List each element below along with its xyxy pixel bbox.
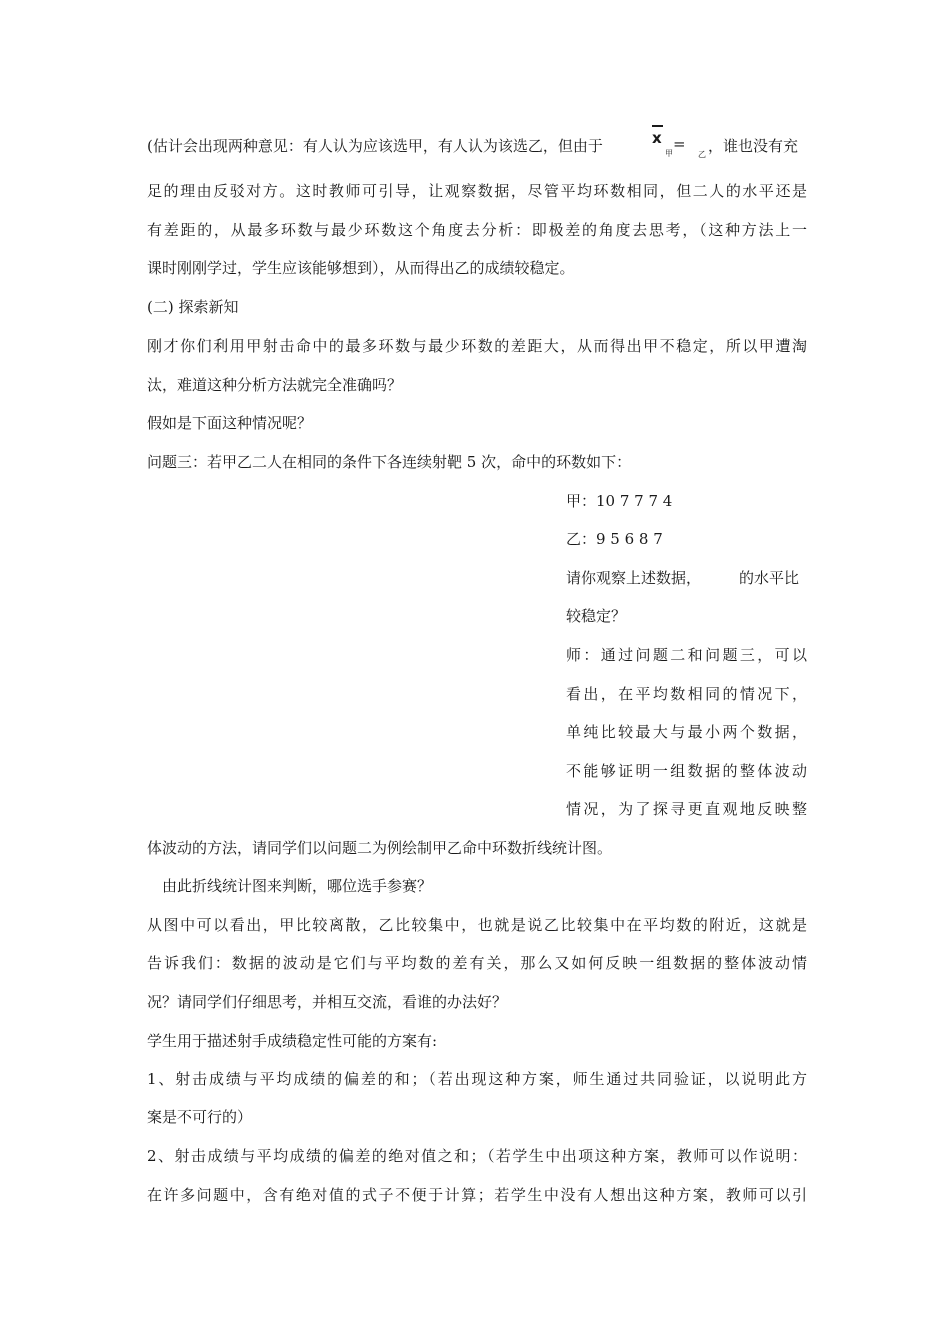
- paragraph-line-7: 汰，难道这种分析方法就完全准确吗？: [147, 376, 403, 394]
- teacher-line-4: 不能够证明一组数据的整体波动: [566, 762, 807, 780]
- teacher-line-5: 情况，为了探寻更直观地反映整: [566, 800, 807, 818]
- question-line-b: 的水平比: [739, 569, 800, 587]
- teacher-line-2: 看出，在平均数相同的情况下，: [566, 685, 807, 703]
- paragraph-line-1a: (估计会出现两种意见：有人认为应该选甲，有人认为该选乙，但由于: [147, 137, 603, 155]
- equals-sign: =: [673, 135, 686, 153]
- teacher-line-3: 单纯比较最大与最小两个数据，: [566, 723, 807, 741]
- option-2-line-2: 在许多问题中，含有绝对值的式子不便于计算；若学生中没有人想出这种方案，教师可以引: [147, 1186, 807, 1204]
- teacher-line-1: 师：通过问题二和问题三，可以: [566, 646, 807, 664]
- paragraph-line-4: 课时刚刚学过，学生应该能够想到），从而得出乙的成绩较稳定。: [147, 259, 575, 277]
- option-2-line-1: 2、射击成绩与平均成绩的偏差的绝对值之和；（若学生中出项这种方案，教师可以作说明：: [147, 1147, 807, 1165]
- question-line-c: 较稳定？: [566, 607, 627, 625]
- paragraph-line-13: 告诉我们：数据的波动是它们与平均数的差有关，那么又如何反映一组数据的整体波动情: [147, 954, 807, 972]
- paragraph-line-3: 有差距的，从最多环数与最少环数这个角度去分析：即极差的角度去思考，（这种方法上一: [147, 221, 807, 239]
- subscript-yi: 乙: [698, 150, 706, 159]
- paragraph-line-12: 从图中可以看出，甲比较离散，乙比较集中，也就是说乙比较集中在平均数的附近，这就是: [147, 916, 807, 934]
- paragraph-line-10: 体波动的方法，请同学们以问题二为例绘制甲乙命中环数折线统计图。: [147, 839, 613, 857]
- option-1-line-2: 案是不可行的）: [147, 1108, 253, 1126]
- paragraph-line-6: 刚才你们利用甲射击命中的最多环数与最少环数的差距大，从而得出甲不稳定，所以甲遭淘: [147, 337, 807, 355]
- paragraph-line-14: 况？请同学们仔细思考，并相互交流，看谁的办法好？: [147, 993, 508, 1011]
- data-row-yi: 乙：9 5 6 8 7: [566, 530, 663, 548]
- paragraph-line-2: 足的理由反驳对方。这时教师可引导，让观察数据，尽管平均环数相同，但二人的水平还是: [147, 182, 807, 200]
- paragraph-line-15: 学生用于描述射手成绩稳定性可能的方案有:: [147, 1032, 438, 1050]
- paragraph-line-1b: ，谁也没有充: [708, 137, 799, 155]
- paragraph-line-8: 假如是下面这种情况呢？: [147, 414, 313, 432]
- section-heading: (二) 探索新知: [147, 298, 239, 316]
- option-1-line-1: 1、射击成绩与平均成绩的偏差的和；（若出现这种方案，师生通过共同验证，以说明此方: [147, 1070, 807, 1088]
- paragraph-line-9: 问题三：若甲乙二人在相同的条件下各连续射靶 5 次，命中的环数如下：: [147, 453, 632, 471]
- data-row-jia: 甲：10 7 7 7 4: [566, 492, 673, 510]
- subscript-jia: 甲: [665, 149, 673, 158]
- mean-x-symbol: x: [652, 129, 662, 147]
- question-line-a: 请你观察上述数据，: [566, 569, 702, 587]
- paragraph-line-11: 由此折线统计图来判断，哪位选手参赛？: [162, 877, 433, 895]
